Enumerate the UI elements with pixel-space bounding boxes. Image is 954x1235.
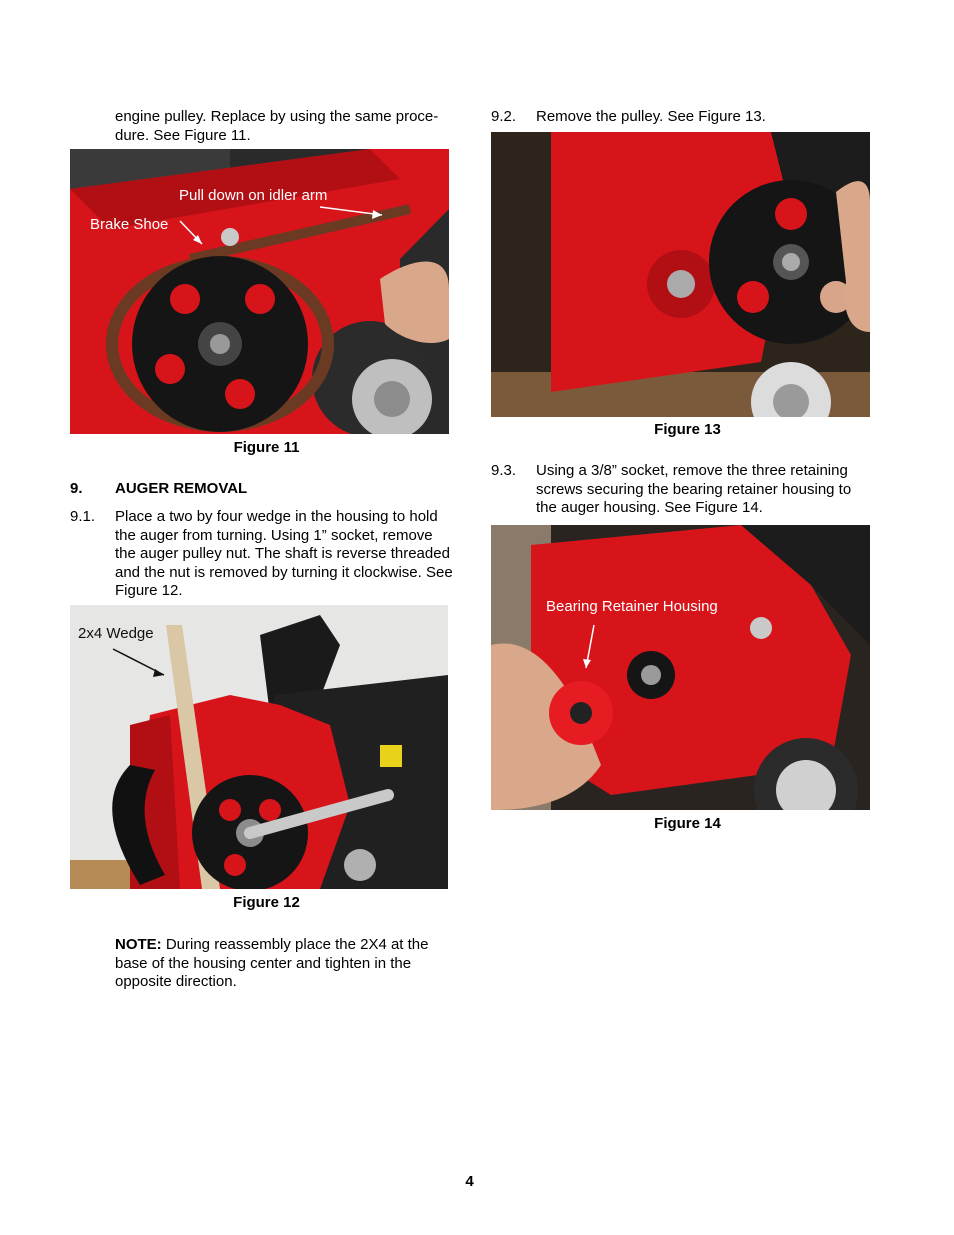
figure-13-photo <box>491 132 870 417</box>
figure-11-label-idler-arm: Pull down on idler arm <box>179 187 328 204</box>
step-9-2-text: Remove the pulley. See Figure 13. <box>536 108 766 125</box>
figure-14-label-bearing: Bearing Retainer Housing <box>546 598 718 615</box>
section-number: 9. <box>70 480 83 497</box>
page-number: 4 <box>465 1173 474 1190</box>
step-9-2-number: 9.2. <box>491 108 517 125</box>
intro-paragraph: engine pulley. Replace by using the same proce-dure. See Figure 11. <box>115 108 439 144</box>
figure-12-illustration <box>70 605 448 889</box>
figure-14-photo <box>491 525 870 810</box>
figure-14-illustration <box>491 525 870 810</box>
figure-11-label-brake-shoe: Brake Shoe <box>90 216 169 233</box>
figure-13-caption: Figure 13 <box>654 421 721 438</box>
figure-12-label-wedge: 2x4 Wedge <box>78 625 154 642</box>
step-9-3-number: 9.3. <box>491 462 517 479</box>
step-9-3-text: Using a 3/8” socket, remove the three retaining screws securing the bearing retainer housing to the auger housing. See Figure 14. <box>536 462 852 516</box>
figure-12-photo <box>70 605 448 889</box>
note-label: NOTE: <box>115 936 162 953</box>
figure-11-caption: Figure 11 <box>233 439 300 456</box>
figure-14-caption: Figure 14 <box>654 815 721 832</box>
step-9-1-text: Place a two by four wedge in the housing to hold the auger from turning. Using 1” socket, remove the auger pulley nut. The shaft is reverse threaded and the nut is removed by turning it clockwise. See Figure 12. <box>115 508 453 599</box>
note-paragraph <box>115 936 453 992</box>
figure-11-photo <box>70 149 449 434</box>
note-text: During reassembly place the 2X4 at the base of the housing center and tighten in the opposite direction. <box>115 936 429 990</box>
step-9-1-number: 9.1. <box>70 508 96 525</box>
section-title: AUGER REMOVAL <box>115 480 248 497</box>
figure-13-illustration <box>491 132 870 417</box>
figure-12-caption: Figure 12 <box>233 894 300 911</box>
